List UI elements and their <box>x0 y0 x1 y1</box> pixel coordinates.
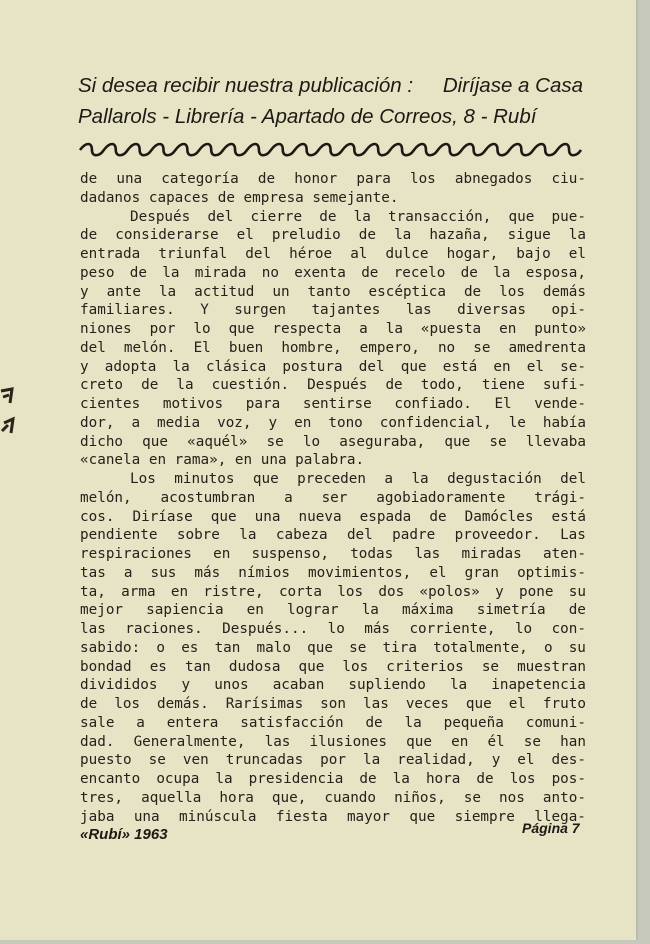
body-line: respiraciones en suspenso, todas las miradas aten- <box>80 546 586 562</box>
body-line: creto de la cuestión. Después de todo, tiene sufi- <box>80 377 586 394</box>
body-line: de una categoría de honor para los abnegados ciu- <box>80 171 586 187</box>
body-line: tas a sus más nímios movimientos, el gran optimis- <box>80 564 586 581</box>
header-line-1 <box>78 70 583 101</box>
margin-marks <box>0 381 24 441</box>
body-line: Los minutos que preceden a la degustación del <box>130 471 586 487</box>
body-line: y ante la actitud un tanto escéptica de los demás <box>80 283 586 300</box>
body-line: cientes motivos para sentirse confiado. El vende- <box>80 396 586 412</box>
body-line: cos. Diríase que una nueva espada de Damócles está <box>80 508 586 525</box>
body-line: dor, a media voz, y en tono confidencial, le había <box>80 414 586 431</box>
body-line: melón, acostumbran a ser agobiadoramente trági- <box>80 489 586 506</box>
body-line: peso de la mirada no exenta de recelo de la esposa, <box>80 264 586 281</box>
body-line: familiares. Y surgen tajantes las diversas opi- <box>80 302 586 319</box>
body-line: del melón. El buen hombre, empero, no se amedrenta <box>80 339 586 356</box>
body-line: divididos y unos acaban supliendo la inapetencia <box>80 677 586 694</box>
body-line: tres, aquella hora que, cuando niños, se nos anto- <box>80 789 586 806</box>
page-number: Página 7 <box>522 820 580 836</box>
body-line: de considerarse el preludio de la hazaña, sigue la <box>80 227 586 244</box>
footer-publication: «Rubí» 1963 <box>80 826 168 843</box>
body-line: las raciones. Después... lo más corriente, lo con- <box>80 621 586 637</box>
body-line: ta, arma en ristre, corta los dos «polos» y pone su <box>80 583 586 600</box>
body-line: sabido: o es tan malo que se tira totalmente, o su <box>80 639 586 656</box>
body-line: dadanos capaces de empresa semejante. <box>80 189 399 206</box>
body-line: bondad es tan dudosa que los criterios se muestran <box>80 658 586 675</box>
header-line-2-text: Pallarols - Librería - Apartado de Correos, 8 - Rubí <box>78 105 537 128</box>
body-line: dad. Generalmente, las ilusiones que en él se han <box>80 733 586 750</box>
subscription-header <box>78 70 583 132</box>
header-line-1-right: Diríjase a Casa <box>442 74 583 97</box>
header-line-2 <box>78 101 583 132</box>
body-line: Después del cierre de la transacción, que pue- <box>130 208 586 225</box>
article-body <box>80 170 586 826</box>
body-line: entrada triunfal del héroe al dulce hogar, bajo el <box>80 246 586 262</box>
body-line: puesto se ven truncadas por la realidad, y el des- <box>80 752 586 769</box>
body-line: sale a entera satisfacción de la pequeña comuni- <box>80 714 586 731</box>
body-line: mejor sapiencia en lograr la máxima simetría de <box>80 602 586 619</box>
body-line: encanto ocupa la presidencia de la hora de los pos- <box>80 771 586 787</box>
ornamental-divider <box>78 140 583 160</box>
body-line: «canela en rama», en una palabra. <box>80 452 365 469</box>
body-line: jaba una minúscula fiesta mayor que siempre llega- <box>80 808 586 825</box>
body-line: y adopta la clásica postura del que está en el se- <box>80 358 586 375</box>
body-line: niones por lo que respecta a la «puesta en punto» <box>80 321 586 337</box>
body-line: pendiente sobre la cabeza del padre proveedor. Las <box>80 527 586 544</box>
header-line-1-left: Si desea recibir nuestra publicación : <box>78 74 414 97</box>
body-line: dicho que «aquél» se lo aseguraba, que se llevaba <box>80 433 586 450</box>
body-line: de los demás. Rarísimas son las veces que el fruto <box>80 696 586 712</box>
